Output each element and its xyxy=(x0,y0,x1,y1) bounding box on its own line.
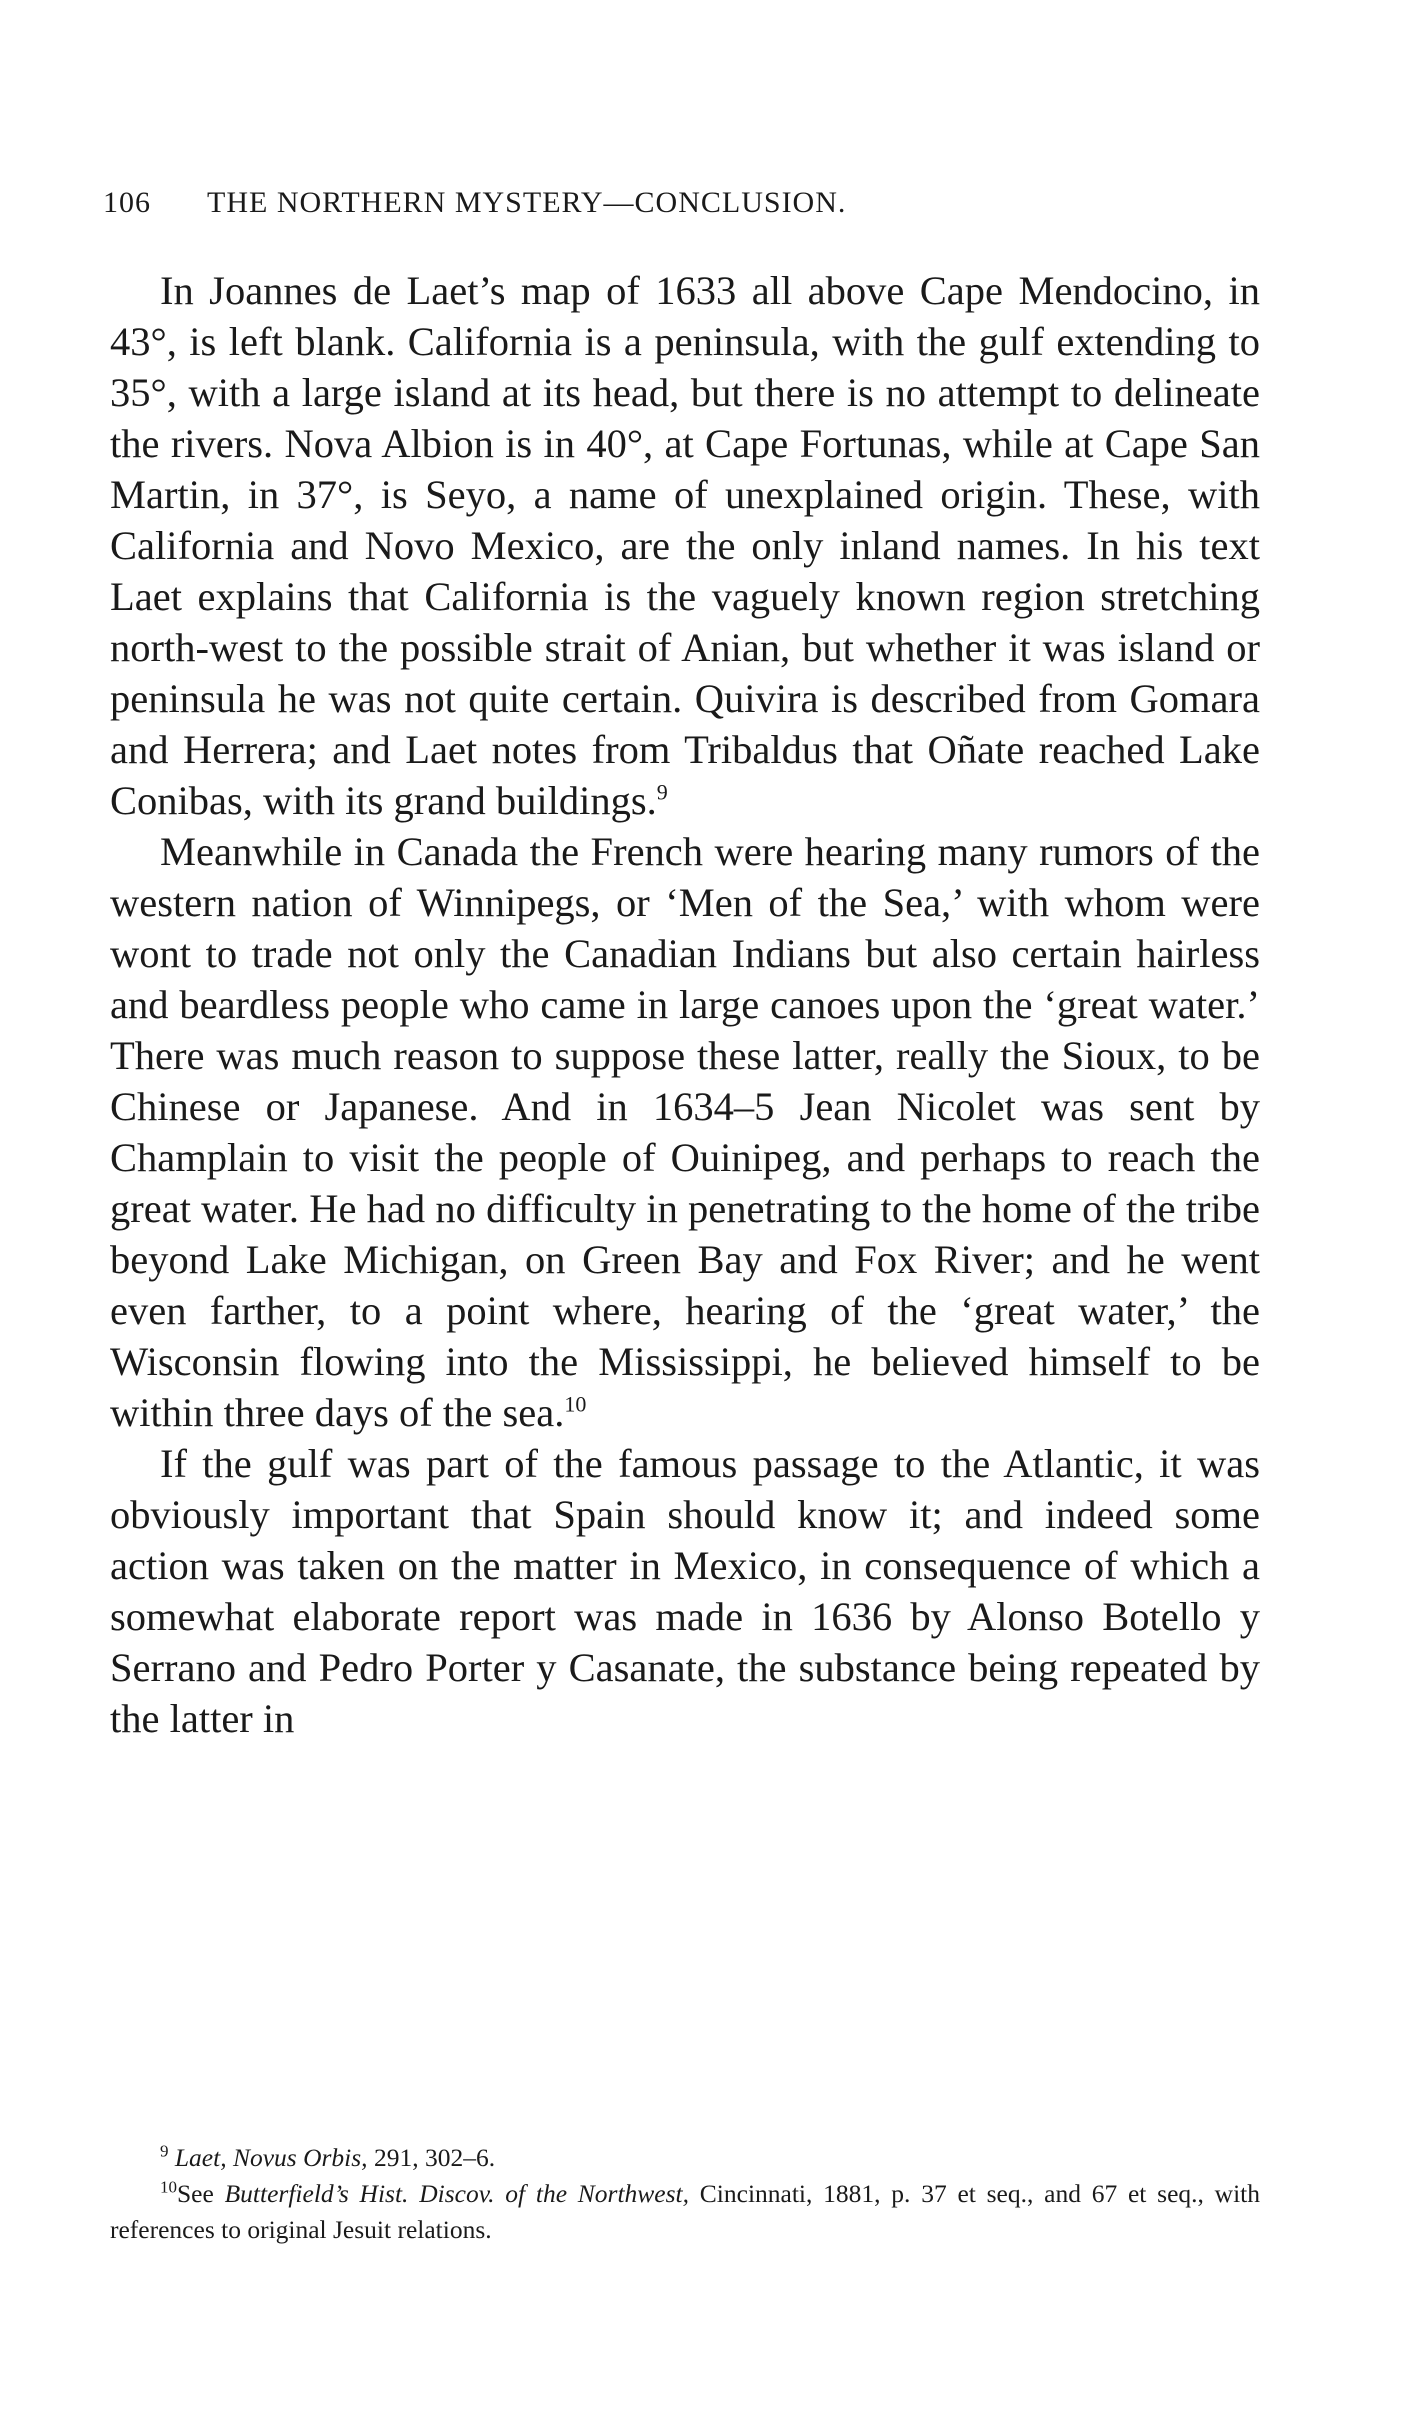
footnote-citation: Laet, Novus Orbis, xyxy=(174,2143,368,2172)
paragraph-canada-french xyxy=(110,826,1260,1438)
footnote-mark: 10 xyxy=(160,2177,177,2197)
footnotes xyxy=(110,2140,1260,2248)
paragraph-gulf-passage xyxy=(110,1438,1260,1744)
footnote-10 xyxy=(110,2176,1260,2248)
paragraph-text: In Joannes de Laet’s map of 1633 all above Cape Mendocino, in 43°, is left blank. California is a peninsula, with the gulf extending to 35°, with a large island at its head, but there is no attempt to delineate the rivers. Nova Albion is in 40°, at Cape Fortunas, while at Cape San Martin, in 37°, is Seyo, a name of unexplained origin. These, with California and Novo Mexico, are the only inland names. In his text Laet explains that California is the vaguely known region stretching north-west to the possible strait of Anian, but whether it was island or peninsula he was not quite certain. Quivira is described from Gomara and Herrera; and Laet notes from Tribaldus that Oñate reached Lake Conibas, with its grand buildings. xyxy=(110,268,1260,823)
footnote-citation: Butterfield’s Hist. Discov. of the Northwest, xyxy=(224,2179,690,2208)
footnote-text: Cincinnati, 1881, p. 37 et seq., and 67 et seq., with references to original Jesuit relations. xyxy=(110,2179,1260,2244)
paragraph-text: If the gulf was part of the famous passage to the Atlantic, it was obviously important that Spain should know it; and indeed some action was taken on the matter in Mexico, in consequence of which a somewhat elaborate report was made in 1636 by Alonso Botello y Serrano and Pedro Porter y Casanate, the substance being repeated by the latter in xyxy=(110,1441,1260,1741)
paragraph-text: Meanwhile in Canada the French were hearing many rumors of the western nation of Winnipegs, or ‘Men of the Sea,’ with whom were wont to trade not only the Canadian Indians but also certain hairless and beardless people who came in large canoes upon the ‘great water.’ There was much reason to suppose these latter, really the Sioux, to be Chinese or Japanese. And in 1634–5 Jean Nicolet was sent by Champlain to visit the people of Ouinipeg, and perhaps to reach the great water. He had no difficulty in penetrating to the home of the tribe beyond Lake Michigan, on Green Bay and Fox River; and he went even farther, to a point where, hearing of the ‘great water,’ the Wisconsin flowing into the Mississippi, he believed himself to be within three days of the sea. xyxy=(110,829,1260,1435)
footnote-ref-9[interactable]: 9 xyxy=(656,779,668,805)
page-number: 106 xyxy=(103,186,151,219)
paragraph-laet-map xyxy=(110,265,1260,826)
body-text xyxy=(110,265,1260,1744)
footnote-9 xyxy=(110,2140,1260,2176)
running-head xyxy=(103,186,1263,220)
footnote-lead: See xyxy=(177,2179,225,2208)
footnote-mark: 9 xyxy=(160,2141,169,2161)
chapter-title: THE NORTHERN MYSTERY—CONCLUSION. xyxy=(207,186,847,219)
footnote-ref-10[interactable]: 10 xyxy=(564,1391,587,1417)
footnote-text: 291, 302–6. xyxy=(367,2143,496,2172)
